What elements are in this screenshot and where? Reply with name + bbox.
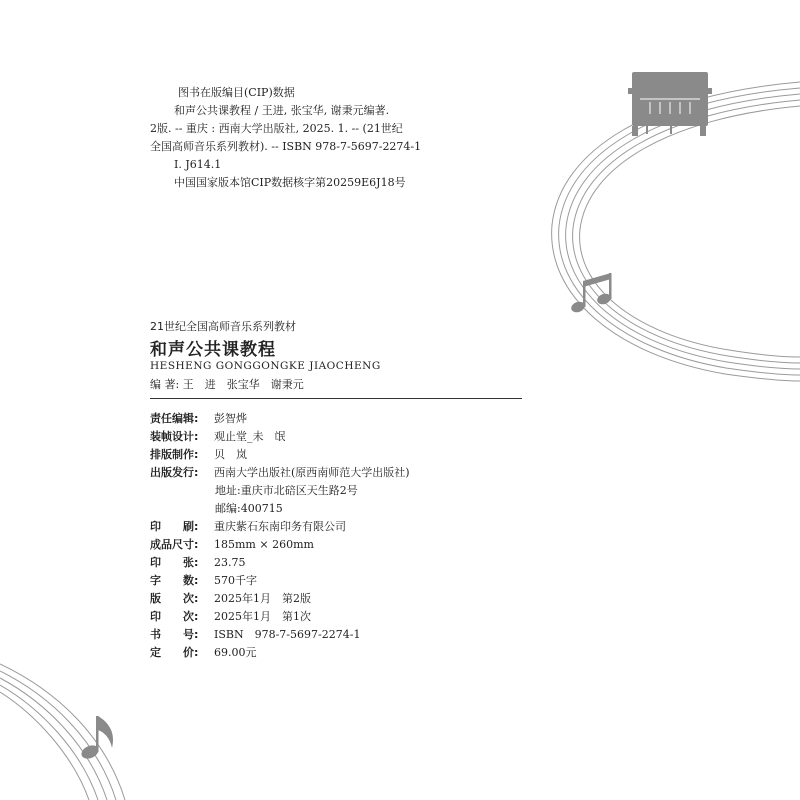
cip-line-3: 全国高师音乐系列教材). -- ISBN 978-7-5697-2274-1 <box>150 140 422 153</box>
credit-value: 贝 岚 <box>214 448 247 461</box>
cip-line-5: 中国国家版本馆CIP数据核字第20259E6J18号 <box>174 176 406 189</box>
credit-label: 印 次: <box>150 610 199 623</box>
credit-value: 重庆紫石东南印务有限公司 <box>214 520 346 533</box>
series-name: 21世纪全国高师音乐系列教材 <box>150 320 296 333</box>
credits-block <box>150 410 410 662</box>
credit-label: 排版制作: <box>150 448 199 461</box>
credit-row-design <box>150 428 410 446</box>
credit-row-isbn <box>150 626 410 644</box>
credit-row-price <box>150 644 410 662</box>
authors-label: 编 著: <box>150 378 180 391</box>
credit-row-publisher <box>150 464 410 482</box>
credit-row-editor <box>150 410 410 428</box>
credit-value: 570千字 <box>214 574 257 587</box>
credit-label: 字 数: <box>150 574 199 587</box>
credit-row-impression <box>150 608 410 626</box>
credit-label: 印 刷: <box>150 520 199 533</box>
authors-names: 王 进 张宝华 谢秉元 <box>182 378 304 391</box>
credit-value: 185mm × 260mm <box>214 538 314 551</box>
credit-label: 版 次: <box>150 592 199 605</box>
cip-line-4: Ⅰ. J614.1 <box>174 158 222 171</box>
credit-label: 定 价: <box>150 646 199 659</box>
credit-value: 观止堂_未 氓 <box>214 430 286 443</box>
credit-value: 2025年1月 第2版 <box>214 592 311 605</box>
divider <box>150 398 522 399</box>
credit-address: 地址:重庆市北碚区天生路2号 <box>215 484 358 497</box>
credit-label: 印 张: <box>150 556 199 569</box>
book-title: 和声公共课教程 <box>150 340 276 360</box>
credit-value: 彭智烨 <box>214 412 247 425</box>
credit-row-layout <box>150 446 410 464</box>
music-note-icon-bottom <box>79 716 113 761</box>
credit-postcode: 邮编:400715 <box>215 502 283 515</box>
credit-label: 装帧设计: <box>150 430 199 443</box>
credit-value: 23.75 <box>214 556 246 569</box>
authors-line <box>150 376 304 392</box>
cip-heading: 图书在版编目(CIP)数据 <box>178 86 295 99</box>
credit-label: 责任编辑: <box>150 412 199 425</box>
cip-line-2: 2版. -- 重庆 : 西南大学出版社, 2025. 1. -- (21世纪 <box>150 122 403 135</box>
credit-label: 书 号: <box>150 628 199 641</box>
cip-block <box>150 84 520 192</box>
credit-label: 成品尺寸: <box>150 538 199 551</box>
credit-value: 69.00元 <box>214 646 257 659</box>
credit-value: 2025年1月 第1次 <box>214 610 311 623</box>
book-title-pinyin: HESHENG GONGGONGKE JIAOCHENG <box>150 360 381 372</box>
credit-row-size <box>150 536 410 554</box>
credit-value: ISBN 978-7-5697-2274-1 <box>214 628 361 641</box>
credit-label: 出版发行: <box>150 466 199 479</box>
credit-value: 西南大学出版社(原西南师范大学出版社) <box>214 466 410 479</box>
credit-row-printer <box>150 518 410 536</box>
cip-line-1: 和声公共课教程 / 王进, 张宝华, 谢秉元编著. <box>174 104 390 117</box>
credit-row-words <box>150 572 410 590</box>
credit-row-sheets <box>150 554 410 572</box>
credit-row-edition <box>150 590 410 608</box>
